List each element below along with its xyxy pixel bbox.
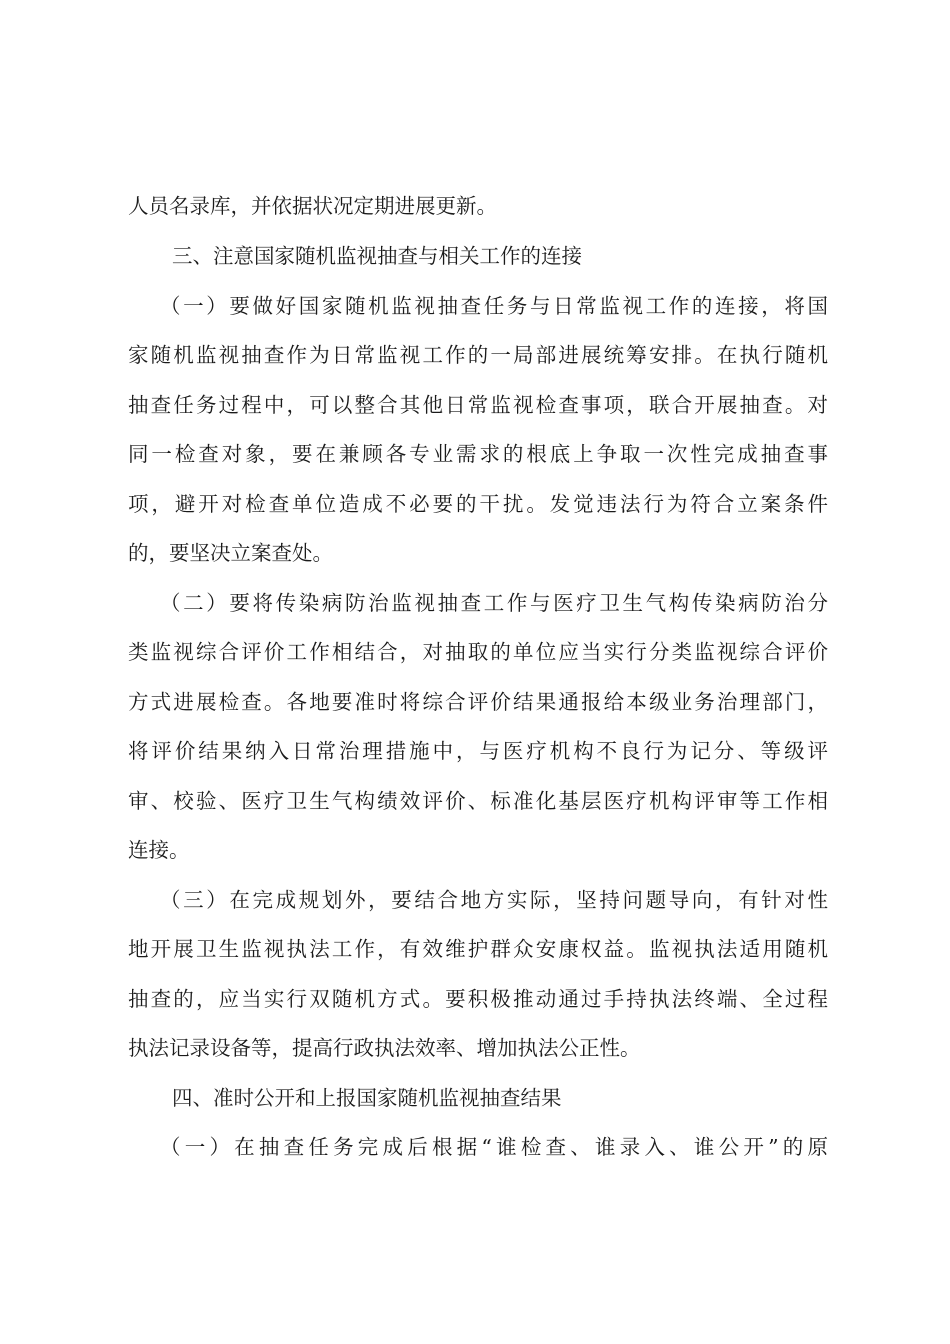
paragraph-line: （三）在完成规划外，要结合地方实际，坚持问题导向，有针对性 [160, 888, 828, 912]
paragraph-line: 将评价结果纳入日常治理措施中，与医疗机构不良行为记分、等级评 [128, 739, 828, 763]
section-heading: 四、准时公开和上报国家随机监视抽查结果 [172, 1086, 562, 1110]
text-line: 人员名录库，并依据状况定期进展更新。 [128, 194, 497, 218]
paragraph-line: 家随机监视抽查作为日常监视工作的一局部进展统筹安排。在执行随机 [128, 343, 828, 367]
paragraph-line: 抽查任务过程中，可以整合其他日常监视检查事项，联合开展抽查。对 [128, 393, 828, 417]
paragraph-line: 审、校验、医疗卫生气构绩效评价、标准化基层医疗机构评审等工作相 [128, 789, 828, 813]
paragraph-line: 连接。 [128, 838, 190, 862]
paragraph-line: 同一检查对象，要在兼顾各专业需求的根底上争取一次性完成抽查事 [128, 442, 828, 466]
paragraph-line: （一）在抽查任务完成后根据“谁检查、谁录入、谁公开”的原 [160, 1135, 828, 1159]
paragraph-line: 的，要坚决立案查处。 [128, 541, 333, 565]
paragraph-line: 执法记录设备等，提高行政执法效率、增加执法公正性。 [128, 1036, 641, 1060]
section-heading: 三、注意国家随机监视抽查与相关工作的连接 [172, 244, 582, 268]
paragraph-line: 项，避开对检查单位造成不必要的干扰。发觉违法行为符合立案条件 [128, 492, 828, 516]
paragraph-line: 抽查的，应当实行双随机方式。要积极推动通过手持执法终端、全过程 [128, 987, 828, 1011]
paragraph-line: 地开展卫生监视执法工作，有效维护群众安康权益。监视执法适用随机 [128, 937, 828, 961]
paragraph-line: （一）要做好国家随机监视抽查任务与日常监视工作的连接，将国 [160, 294, 828, 318]
paragraph-line: （二）要将传染病防治监视抽查工作与医疗卫生气构传染病防治分 [160, 591, 828, 615]
paragraph-line: 类监视综合评价工作相结合，对抽取的单位应当实行分类监视综合评价 [128, 640, 828, 664]
paragraph-line: 方式进展检查。各地要准时将综合评价结果通报给本级业务治理部门， [128, 690, 828, 714]
